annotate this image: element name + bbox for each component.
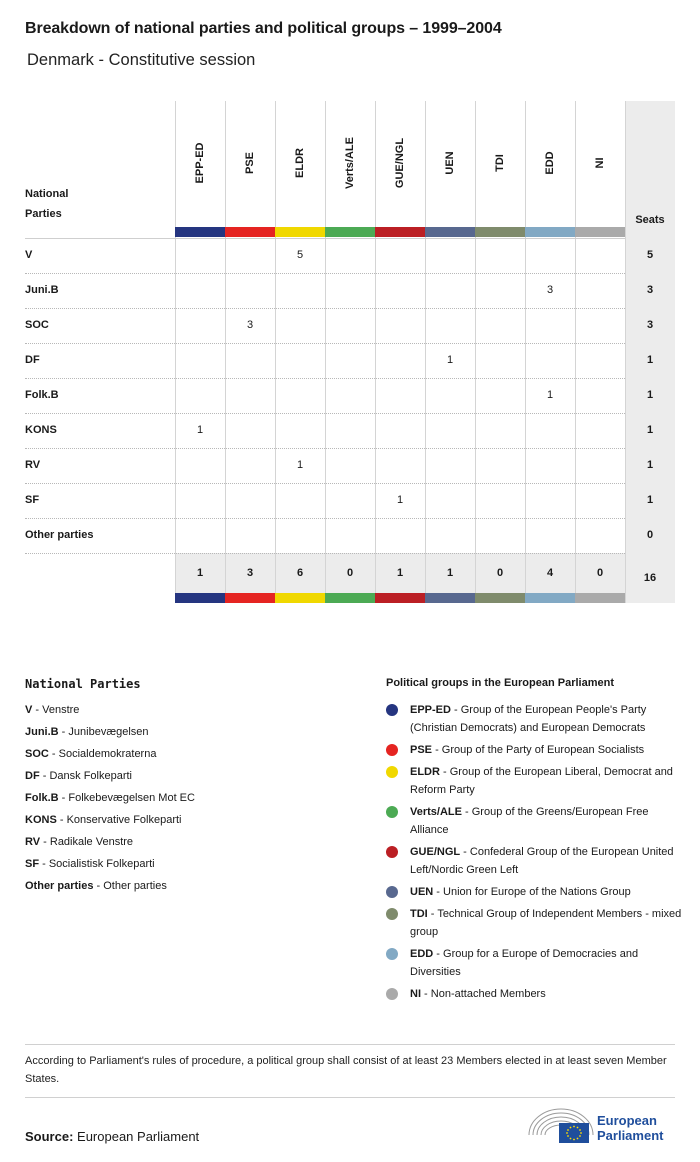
legend-abbr: SF [25, 858, 40, 870]
row-total-seats: 1 [646, 354, 654, 366]
seat-value-cell [525, 238, 575, 273]
group-color-bar [575, 593, 625, 603]
row-total-seats: 0 [646, 529, 654, 541]
group-legend-item: NI - Non-attached Members [386, 985, 686, 1003]
row-total-seats: 1 [646, 459, 654, 471]
seat-value-cell [375, 378, 425, 413]
row-total-seats: 1 [646, 494, 654, 506]
seat-value-cell: 1 [546, 389, 554, 401]
seat-value-cell [425, 413, 475, 448]
seat-value-cell: 1 [446, 354, 454, 366]
group-color-dot [386, 886, 398, 898]
legend-name: Socialistisk Folkeparti [48, 858, 155, 870]
column-header-label: ELDR [294, 148, 306, 178]
legend-abbr: PSE [410, 744, 433, 756]
seat-value-cell [525, 483, 575, 518]
seat-value-cell [375, 343, 425, 378]
parliament-hemicycle-icon [526, 1105, 596, 1145]
seat-value-cell [275, 483, 325, 518]
national-legend-item: Juni.B - Junibevægelsen [25, 726, 149, 738]
seat-value-cell: 3 [546, 284, 554, 296]
legend-name: Non-attached Members [430, 988, 546, 1000]
legend-name: Folkebevægelsen Mot EC [68, 792, 195, 804]
column-header-label: UEN [444, 151, 456, 175]
seat-value-cell: 3 [246, 319, 254, 331]
group-color-bar [175, 593, 225, 603]
seat-value-cell [275, 273, 325, 308]
seat-value-cell [375, 238, 425, 273]
row-total-seats: 3 [646, 284, 654, 296]
group-legend-item: Verts/ALE - Group of the Greens/European Free Alliance [386, 803, 686, 839]
group-color-bar [225, 227, 275, 237]
group-total-cell: 0 [596, 567, 604, 579]
party-row-label: Other parties [25, 529, 94, 541]
national-legend-item: Folk.B - Folkebevægelsen Mot EC [25, 792, 195, 804]
group-total-cell: 1 [446, 567, 454, 579]
seat-value-cell [275, 518, 325, 553]
seat-value-cell [375, 448, 425, 483]
seat-value-cell [325, 413, 375, 448]
seat-value-cell [425, 308, 475, 343]
source-line [25, 1129, 199, 1144]
legend-abbr: UEN [410, 886, 434, 898]
legend-name: Socialdemokraterna [58, 748, 157, 760]
seat-value-cell [275, 343, 325, 378]
group-color-bar [575, 227, 625, 237]
page-title: Breakdown of national parties and political groups – 1999–2004 [25, 20, 502, 37]
group-color-bar [475, 227, 525, 237]
seat-value-cell [525, 518, 575, 553]
legend-name: Junibevægelsen [68, 726, 149, 738]
seat-value-cell [475, 483, 525, 518]
group-total-cell: 0 [346, 567, 354, 579]
legend-name: Other parties [103, 880, 167, 892]
group-legend-item: PSE - Group of the Party of European Socialists [386, 741, 686, 759]
group-color-bar [325, 593, 375, 603]
seat-value-cell: 1 [396, 494, 404, 506]
seat-value-cell [425, 238, 475, 273]
seat-value-cell [175, 343, 225, 378]
legend-name: Radikale Venstre [49, 836, 134, 848]
row-header-line1: National [25, 188, 69, 200]
seat-value-cell [325, 483, 375, 518]
seat-value-cell: 1 [296, 459, 304, 471]
group-total-cell: 0 [496, 567, 504, 579]
footnote: According to Parliament's rules of procedure, a political group shall consist of at least 23 Members elected in at least seven Member States. [25, 1055, 667, 1085]
group-color-dot [386, 704, 398, 716]
seat-value-cell [375, 518, 425, 553]
column-header [475, 118, 525, 208]
seats-header: Seats [635, 214, 665, 226]
group-total-cell: 3 [246, 567, 254, 579]
seat-value-cell [325, 448, 375, 483]
group-color-bar [325, 227, 375, 237]
source-label: Source: [25, 1129, 74, 1144]
seat-value-cell [225, 413, 275, 448]
divider [25, 1044, 675, 1045]
party-row-label: Juni.B [25, 284, 59, 296]
source-value: European Parliament [77, 1129, 200, 1144]
seat-value-cell [525, 413, 575, 448]
grand-total-seats: 16 [643, 572, 657, 584]
political-groups-legend [386, 701, 686, 1007]
column-header-label: Verts/ALE [344, 137, 356, 189]
divider [25, 1097, 675, 1098]
seat-value-cell [175, 448, 225, 483]
seat-value-cell [325, 308, 375, 343]
group-color-bar [525, 227, 575, 237]
seat-value-cell [225, 238, 275, 273]
seat-value-cell [175, 483, 225, 518]
column-header [325, 118, 375, 208]
seat-value-cell [225, 518, 275, 553]
logo-line2: Parliament [597, 1128, 664, 1143]
national-legend-item: SOC - Socialdemokraterna [25, 748, 157, 760]
column-header [425, 118, 475, 208]
seat-value-cell [525, 343, 575, 378]
seat-value-cell [325, 378, 375, 413]
group-color-bar [425, 593, 475, 603]
seat-value-cell [325, 343, 375, 378]
national-legend-item: RV - Radikale Venstre [25, 836, 134, 848]
legend-name: Group of the European Liberal, Democrat and Reform Party [410, 766, 673, 796]
seat-value-cell [225, 448, 275, 483]
party-row-label: DF [25, 354, 40, 366]
legend-abbr: EDD [410, 948, 434, 960]
legend-abbr: SOC [25, 748, 49, 760]
column-header [225, 118, 275, 208]
group-color-dot [386, 806, 398, 818]
group-color-dot [386, 744, 398, 756]
group-color-dot [386, 908, 398, 920]
row-header-line2: Parties [25, 208, 62, 220]
logo-line1: European [597, 1113, 657, 1128]
page-subtitle: Denmark - Constitutive session [27, 51, 256, 69]
seat-value-cell [475, 308, 525, 343]
legend-abbr: GUE/NGL [410, 846, 461, 858]
seat-value-cell [425, 518, 475, 553]
legend-name: Union for Europe of the Nations Group [443, 886, 631, 898]
party-row-label: Folk.B [25, 389, 59, 401]
legend-name: Group of the Party of European Socialists [441, 744, 645, 756]
group-legend-item: GUE/NGL - Confederal Group of the European United Left/Nordic Green Left [386, 843, 686, 879]
legend-abbr: KONS [25, 814, 57, 826]
seat-value-cell [225, 273, 275, 308]
group-color-dot [386, 846, 398, 858]
group-color-bar [175, 227, 225, 237]
column-header [275, 118, 325, 208]
seat-value-cell [575, 483, 625, 518]
seat-value-cell [175, 518, 225, 553]
national-legend-item: Other parties - Other parties [25, 880, 167, 892]
legend-abbr: TDI [410, 908, 428, 920]
seat-value-cell [175, 378, 225, 413]
seat-value-cell [475, 273, 525, 308]
seat-value-cell [575, 308, 625, 343]
national-legend-title: National Parties [25, 677, 141, 691]
seat-value-cell [175, 238, 225, 273]
seat-value-cell [375, 308, 425, 343]
seat-value-cell [225, 343, 275, 378]
group-color-bar [375, 593, 425, 603]
legend-abbr: Juni.B [25, 726, 59, 738]
seat-value-cell [175, 308, 225, 343]
column-header-label: NI [594, 157, 606, 169]
legend-name: Dansk Folkeparti [49, 770, 132, 782]
group-color-bar [225, 593, 275, 603]
seat-value-cell [525, 308, 575, 343]
legend-abbr: Folk.B [25, 792, 59, 804]
column-header-label: GUE/NGL [394, 137, 406, 189]
group-total-cell: 4 [546, 567, 554, 579]
national-legend-item: V - Venstre [25, 704, 80, 716]
legend-abbr: NI [410, 988, 421, 1000]
seat-value-cell [525, 448, 575, 483]
seat-value-cell [575, 343, 625, 378]
seat-value-cell: 5 [296, 249, 304, 261]
column-header-label: EDD [544, 151, 556, 175]
seat-value-cell [425, 273, 475, 308]
group-color-bar [275, 227, 325, 237]
national-legend-item: DF - Dansk Folkeparti [25, 770, 132, 782]
group-total-cell: 1 [196, 567, 204, 579]
legend-abbr: DF [25, 770, 40, 782]
legend-name: Technical Group of Independent Members - mixed group [410, 908, 682, 938]
seat-value-cell [275, 308, 325, 343]
seat-value-cell [475, 518, 525, 553]
seat-value-cell [425, 483, 475, 518]
national-legend-item: KONS - Konservative Folkeparti [25, 814, 182, 826]
seat-value-cell [275, 413, 325, 448]
legend-name: Group of the Greens/European Free Alliance [410, 806, 649, 836]
seat-value-cell [575, 238, 625, 273]
party-row-label: SF [25, 494, 40, 506]
national-parties-legend [25, 701, 345, 899]
seat-value-cell [475, 238, 525, 273]
seat-value-cell [275, 378, 325, 413]
column-header-label: EPP-ED [194, 142, 206, 184]
group-legend-item: UEN - Union for Europe of the Nations Group [386, 883, 686, 901]
legend-name: Konservative Folkeparti [66, 814, 182, 826]
group-color-bar [275, 593, 325, 603]
group-color-bar [525, 593, 575, 603]
row-total-seats: 1 [646, 424, 654, 436]
seat-value-cell: 1 [196, 424, 204, 436]
legend-abbr: ELDR [410, 766, 440, 778]
column-header-label: PSE [244, 151, 256, 175]
group-color-dot [386, 766, 398, 778]
seat-value-cell [475, 413, 525, 448]
seat-value-cell [225, 483, 275, 518]
row-total-seats: 1 [646, 389, 654, 401]
group-total-cell: 6 [296, 567, 304, 579]
seat-value-cell [375, 273, 425, 308]
group-legend-item: TDI - Technical Group of Independent Members - mixed group [386, 905, 686, 941]
column-header [525, 118, 575, 208]
column-header [175, 118, 225, 208]
group-legend-item: ELDR - Group of the European Liberal, Democrat and Reform Party [386, 763, 686, 799]
group-color-dot [386, 948, 398, 960]
group-color-dot [386, 988, 398, 1000]
seat-value-cell [575, 448, 625, 483]
legend-abbr: V [25, 704, 33, 716]
seat-value-cell [325, 518, 375, 553]
seat-value-cell [475, 448, 525, 483]
group-legend-item: EDD - Group for a Europe of Democracies and Diversities [386, 945, 686, 981]
legend-name: Group for a Europe of Democracies and Diversities [410, 948, 639, 978]
seat-value-cell [375, 413, 425, 448]
party-row-label: RV [25, 459, 41, 471]
seat-value-cell [475, 378, 525, 413]
seat-value-cell [325, 273, 375, 308]
seat-value-cell [425, 378, 475, 413]
seat-value-cell [175, 273, 225, 308]
group-total-cell: 1 [396, 567, 404, 579]
group-color-bar [425, 227, 475, 237]
seat-value-cell [425, 448, 475, 483]
national-legend-item: SF - Socialistisk Folkeparti [25, 858, 155, 870]
column-header [575, 118, 625, 208]
legend-abbr: Other parties [25, 880, 94, 892]
row-total-seats: 5 [646, 249, 654, 261]
party-row-label: KONS [25, 424, 57, 436]
logo-text [597, 1113, 663, 1143]
party-row-label: V [25, 249, 33, 261]
legend-abbr: RV [25, 836, 41, 848]
legend-name: Confederal Group of the European United Left/Nordic Green Left [410, 846, 674, 876]
seat-value-cell [575, 413, 625, 448]
legend-name: Venstre [42, 704, 80, 716]
party-row-label: SOC [25, 319, 49, 331]
legend-abbr: Verts/ALE [410, 806, 462, 818]
group-color-bar [475, 593, 525, 603]
seat-value-cell [325, 238, 375, 273]
row-total-seats: 3 [646, 319, 654, 331]
seat-value-cell [575, 378, 625, 413]
group-legend-item: EPP-ED - Group of the European People's Party (Christian Democrats) and European Democrats [386, 701, 686, 737]
legend-name: Group of the European People's Party (Christian Democrats) and European Democrats [410, 704, 647, 734]
column-header [375, 118, 425, 208]
seat-value-cell [225, 378, 275, 413]
groups-legend-title: Political groups in the European Parliament [386, 677, 614, 689]
seat-value-cell [475, 343, 525, 378]
seat-value-cell [575, 273, 625, 308]
column-header-label: TDI [494, 154, 506, 172]
seat-value-cell [575, 518, 625, 553]
legend-abbr: EPP-ED [410, 704, 451, 716]
group-color-bar [375, 227, 425, 237]
